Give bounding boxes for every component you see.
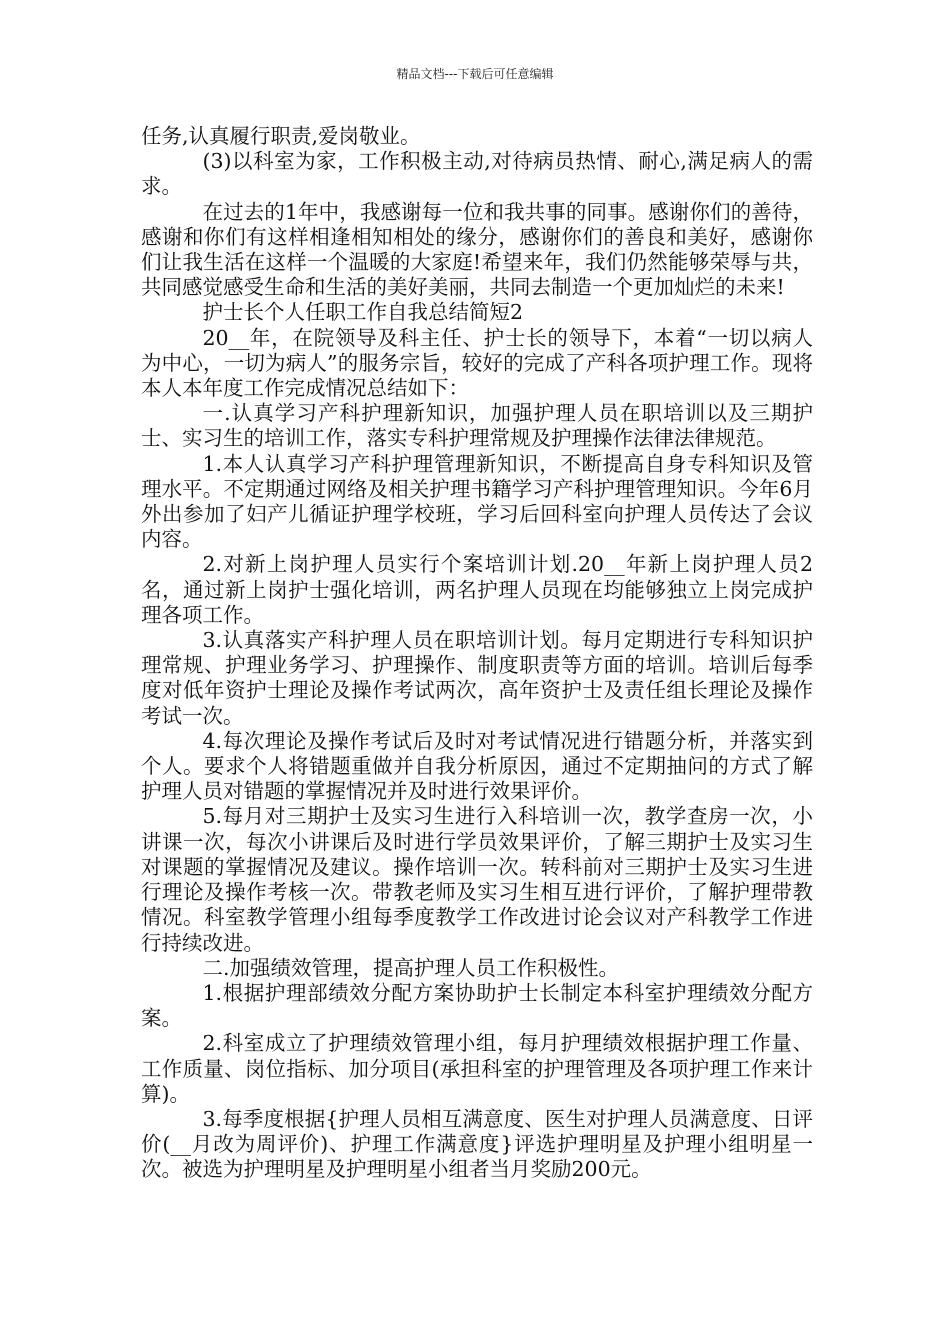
section-title: 护士长个人任职工作自我总结简短2 [202,300,524,325]
paragraph-1-3: 3.认真落实产科护理人员在职培训计划。每月定期进行专科知识护理常规、护理业务学习、护理操作、制度职责等方面的培训。培训后每季度对低年资护士理论及操作考试两次，高年资护士及责任组长理论及操作考试一次。 [141,628,813,728]
section-heading-1: 一.认真学习产科护理新知识，加强护理人员在职培训以及三期护士、实习生的培训工作，落实专科护理常规及护理操作法律法律规范。 [141,401,813,451]
paragraph-2-1: 1.根据护理部绩效分配方案协助护士长制定本科室护理绩效分配方案。 [141,980,813,1031]
paragraph-1-2: 2.对新上岗护理人员实行个案培训计划.20__年新上岗护理人员2名，通过新上岗护士强化培训，两名护理人员现在均能够独立上岗完成护理各项工作。 [141,552,813,627]
page-header: 精品文档---下载后可任意编辑 [396,67,554,81]
document-body [141,124,813,1183]
section-heading-2: 二.加强绩效管理，提高护理人员工作积极性。 [202,955,620,980]
paragraph-item-3: (3)以科室为家，工作积极主动,对待病员热情、耐心,满足病人的需求。 [141,149,813,199]
paragraph-intro: 20__年，在院领导及科主任、护士长的领导下，本着“一切以病人为中心，一切为病人”的服务宗旨，较好的完成了产科各项护理工作。现将本人本年度工作完成情况总结如下： [141,325,813,401]
paragraph-1-4: 4.每次理论及操作考试后及时对考试情况进行错题分析，并落实到个人。要求个人将错题重做并自我分析原因，通过不定期抽问的方式了解护理人员对错题的掌握情况并及时进行效果评价。 [141,728,813,804]
paragraph-2-3: 3.每季度根据{护理人员相互满意度、医生对护理人员满意度、日评价(__月改为周评价)、护理工作满意度}评选护理明星及护理小组明星一次。被选为护理明星及护理明星小组者当月奖励200元。 [141,1106,813,1182]
paragraph-2-2: 2.科室成立了护理绩效管理小组，每月护理绩效根据护理工作量、工作质量、岗位指标、加分项目(承担科室的护理管理及各项护理工作来计算)。 [141,1031,813,1106]
paragraph-1-1: 1.本人认真学习产科护理管理新知识，不断提高自身专科知识及管理水平。不定期通过网络及相关护理书籍学习产科护理管理知识。今年6月外出参加了妇产儿循证护理学校班，学习后回科室向护理人员传达了会议内容。 [141,451,813,552]
paragraph-1-5: 5.每月对三期护士及实习生进行入科培训一次，教学查房一次，小讲课一次，每次小讲课后及时进行学员效果评价，了解三期护士及实习生对课题的掌握情况及建议。操作培训一次。转科前对三期护士及实习生进行理论及操作考核一次。带教老师及实习生相互进行评价，了解护理带教情况。科室教学管理小组每季度教学工作改进讨论会议对产科教学工作进行持续改进。 [141,804,813,955]
paragraph-continuation: 任务,认真履行职责,爱岗敬业。 [141,124,421,148]
paragraph-thanks: 在过去的1年中，我感谢每一位和我共事的同事。感谢你们的善待，感谢和你们有这样相逢相知相处的缘分，感谢你们的善良和美好，感谢你们让我生活在这样一个温暖的大家庭!希望来年，我们仍然能够荣辱与共，共同感觉感受生命和生活的美好美丽，共同去制造一个更加灿烂的未来! [141,199,813,300]
